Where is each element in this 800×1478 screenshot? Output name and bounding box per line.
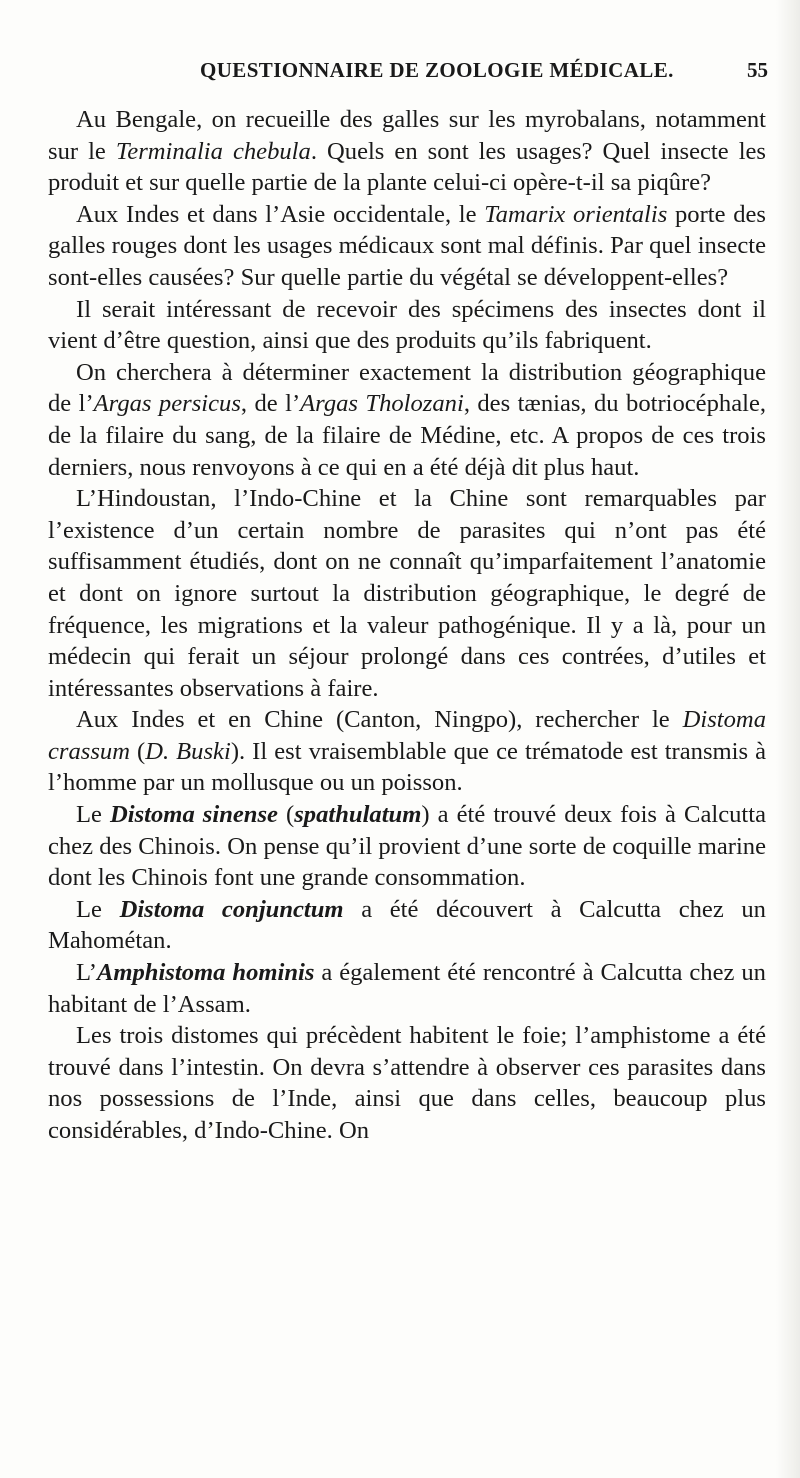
text-run: ). Il est vraisemblable que ce trématode est transmis à l’homme par un mollusque ou un poisson. [48, 737, 766, 797]
paragraph [48, 799, 766, 894]
text-run: Le [76, 801, 111, 829]
paragraph [48, 957, 766, 1020]
paragraph [48, 199, 766, 294]
text-run: a été découvert à Calcutta chez un Mahométan. [48, 895, 766, 955]
text-run: ( [129, 737, 146, 765]
text-run: Les trois distomes qui précèdent habitent le foie; l’amphistome a été trouvé dans l’intestin. On devra s’attendre à observer ces parasites dans nos possessions de l’Inde, ainsi que dans celles, beaucoup plus considérables, d’Indo-Chine. On [48, 1022, 766, 1144]
bold-term [120, 896, 344, 923]
bold-italic-term: Distoma sinense [110, 801, 278, 829]
paragraph [48, 104, 766, 199]
text-run: . Quels en sont les usages? Quel insecte les produit et sur quelle partie de la plante celui-ci opère-t-il sa piqûre? [48, 137, 767, 197]
text-run: a également été rencontré à Calcutta chez un habitant de l’Assam. [48, 959, 766, 1018]
italic-term: Tamarix orientalis [484, 200, 668, 228]
italic-term: Argas persicus [93, 390, 241, 418]
running-head: QUESTIONNAIRE DE ZOOLOGIE MÉDICALE. [200, 58, 674, 82]
bold-term [110, 801, 278, 828]
paragraph [48, 483, 766, 704]
bold-italic-term: Amphistoma hominis [96, 959, 315, 987]
text-run: Au Bengale, on recueille des galles sur les myrobalans, notamment sur le [48, 106, 766, 165]
page-edge-shadow [776, 0, 800, 1478]
paragraph [48, 294, 766, 357]
body-text [48, 104, 766, 1147]
bold-term [294, 801, 421, 828]
italic-term: Argas Tholozani [300, 390, 464, 418]
bold-term [97, 959, 314, 986]
text-run: Il serait intéressant de recevoir des spécimens des insectes dont il vient d’être question, ainsi que des produits qu’ils fabriquent. [48, 295, 766, 355]
text-run: L’Hindoustan, l’Indo-Chine et la Chine sont remarquables par l’existence d’un certain nombre de parasites qui n’ont pas été suffisamment étudiés, dont on ne connaît qu’imparfaitement l’anatomie et dont on ignore surtout la distribution géographique, le degré de fréquence, les migrations et la valeur pathogénique. Il y a là, pour un médecin qui ferait un séjour prolongé dans ces contrées, d’utiles et intéressantes observations à faire. [48, 485, 766, 702]
paragraph [48, 894, 766, 957]
italic-term: Terminalia chebula [115, 137, 311, 165]
paragraph [48, 1020, 766, 1146]
italic-term: D. Buski [145, 737, 231, 765]
text-run: Aux Indes et dans l’Asie occidentale, le [76, 200, 485, 228]
page-number: 55 [747, 58, 768, 82]
text-run: ) a été trouvé deux fois à Calcutta chez des Chinois. On pense qu’il provient d’une sorte de coquille marine dont les Chinois font une grande consommation. [48, 801, 766, 892]
bold-italic-term: Distoma conjunctum [119, 895, 344, 923]
text-run: On cherchera à déterminer exactement la distribution géographique de l’ [48, 358, 766, 418]
text-run: ( [277, 801, 295, 829]
text-run: Aux Indes et en Chine (Canton, Ningpo), rechercher le [76, 706, 683, 734]
text-run: , de l’ [240, 390, 301, 418]
italic-term: Distoma crassum [48, 706, 766, 765]
paragraph [48, 357, 766, 483]
text-run: porte des galles rouges dont les usages médicaux sont mal définis. Par quel insecte sont-elles causées? Sur quelle partie du végétal se développent-elles? [48, 200, 766, 291]
text-run: L’ [76, 959, 97, 987]
text-run: , des tænias, du botriocéphale, de la filaire du sang, de la filaire de Médine, etc. A propos de ces trois derniers, nous renvoyons à ce qui en a été déjà dit plus haut. [48, 390, 767, 481]
page-header [0, 58, 800, 92]
bold-italic-term: spathulatum [294, 801, 422, 829]
text-run: Le [76, 895, 120, 923]
paragraph [48, 704, 766, 799]
